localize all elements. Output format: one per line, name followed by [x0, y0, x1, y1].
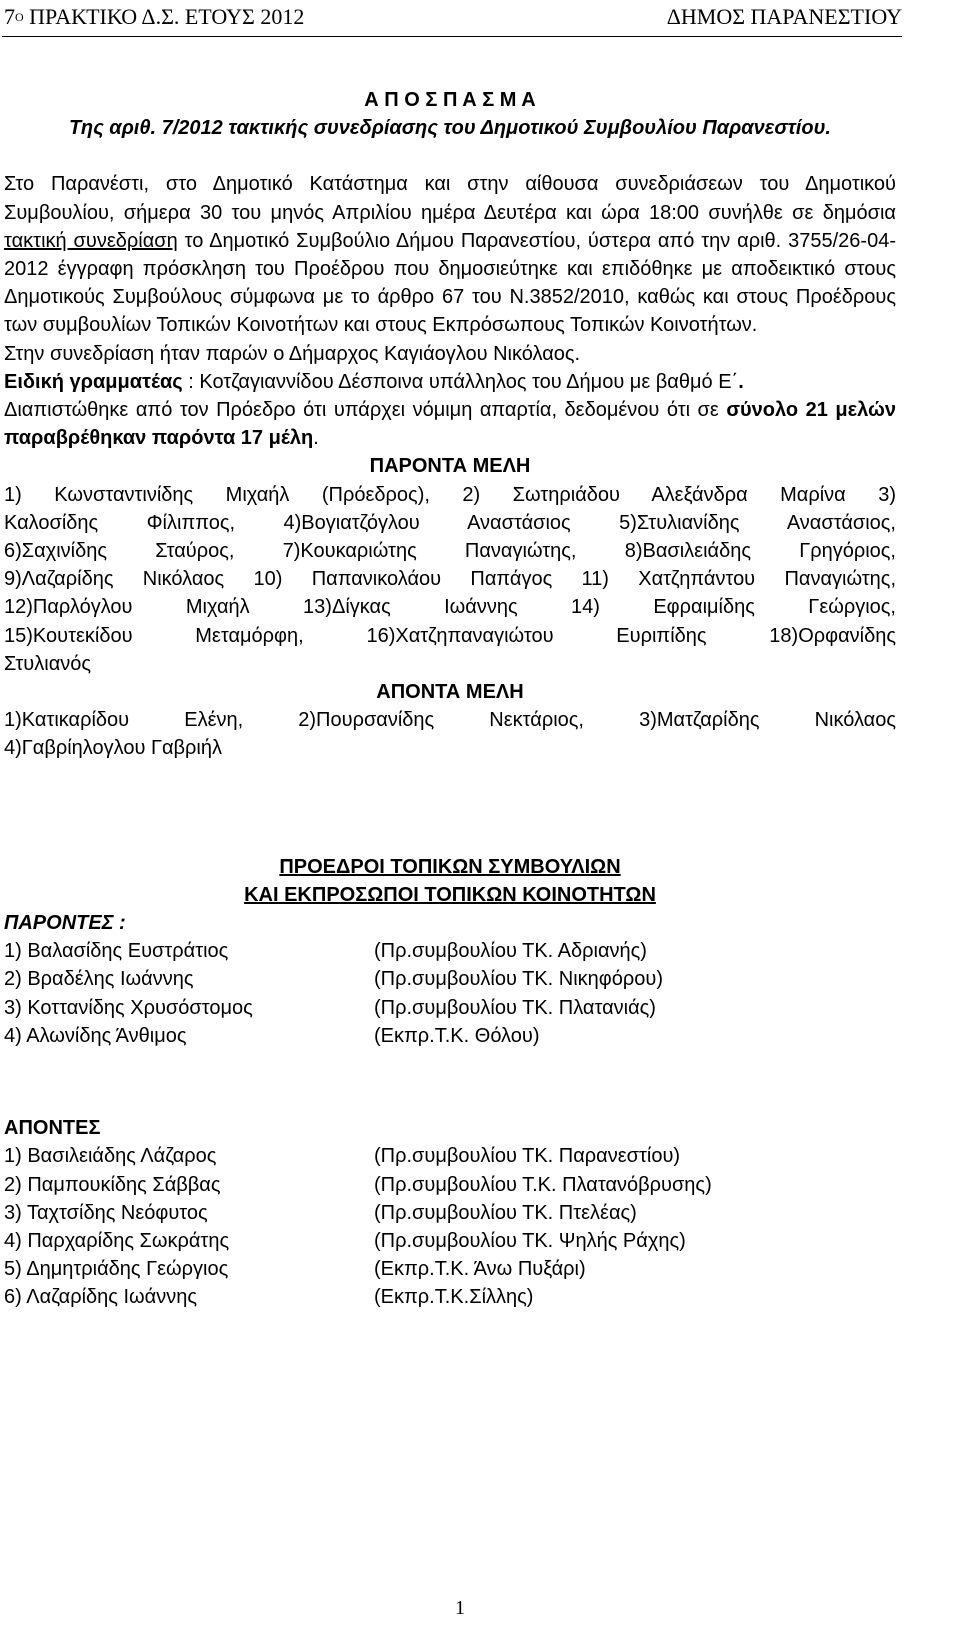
table-row [4, 1171, 712, 1199]
present-members-line: 9)Λαζαρίδης Νικόλαος 10) Παπανικολάου Παπάγος 11) Χατζηπάντου Παναγιώτης, [4, 568, 896, 591]
document-title: Α Π Ο Σ Π Α Σ Μ Α [364, 89, 536, 111]
member-role: (Πρ.συμβουλίου ΤΚ. Αδριανής) [374, 940, 647, 963]
member-role: (Εκπρ.Τ.Κ. Θόλου) [374, 1024, 540, 1047]
member-name: 3) Κοττανίδης Χρυσόστομος [4, 996, 253, 1019]
member-name: 1) Βαλασίδης Ευστράτιος [4, 940, 229, 963]
header-divider [2, 36, 902, 37]
member-role: (Πρ.συμβουλίου ΤΚ. Πτελέας) [374, 1201, 637, 1224]
table-row [4, 1283, 712, 1311]
local-councils-heading: ΠΡΟΕΔΡΟΙ ΤΟΠΙΚΩΝ ΣΥΜΒΟΥΛΙΩΝ [279, 855, 621, 878]
table-row [4, 994, 663, 1022]
member-name: 4) Αλωνίδης Άνθιμος [4, 1024, 187, 1047]
table-row [4, 965, 663, 993]
local-representatives-heading: ΚΑΙ ΕΚΠΡΟΣΩΠΟΙ ΤΟΠΙΚΩΝ ΚΟΙΝΟΤΗΤΩΝ [244, 883, 656, 906]
regular-session-link: τακτική συνεδρίαση [4, 229, 178, 252]
absent-members-line: 1)Κατικαρίδου Ελένη, 2)Πουρσανίδης Νεκτάριος, 3)Ματζαρίδης Νικόλαος [4, 709, 896, 732]
mayor-line: Στην συνεδρίαση ήταν παρών ο Δήμαρχος Καγιάογλου Νικόλαος. [4, 342, 581, 365]
member-name: 6) Λαζαρίδης Ιωάννης [4, 1286, 197, 1309]
header-ordinal-superscript: Ο [15, 10, 24, 24]
document-body [4, 86, 896, 1312]
table-row [4, 1199, 712, 1227]
intro-paragraph: Στο Παρανέστι, στο Δημοτικό Κατάστημα και στην αίθουσα συνεδριάσεων του Δημοτικού Συμβουλίου, σήμερα 30 του μηνός Απριλίου ημέρα Δευτέρα και ώρα 18:00 συνήλθε σε δημόσια τακτική συνεδρίαση το Δημοτικό Συμβούλιο Δήμου Παρανεστίου, ύστερα από την αριθ. 3755/26-04-2012 έγγραφη πρόσκληση του Προέδρου που δημοσιεύτηκε και επιδόθηκε με αποδεικτικό στους Δημοτικούς Συμβούλους σύμφωνα με το άρθρο 67 του Ν.3852/2010, καθώς και στους Προέδρους των συμβουλίων Τοπικών Κοινοτήτων και στους Εκπρόσωπους Τοπικών Κοινοτήτων. [4, 173, 896, 337]
table-row [4, 1227, 712, 1255]
header-minutes-title: ΠΡΑΚΤΙΚΟ Δ.Σ. ΕΤΟΥΣ 2012 [23, 4, 305, 29]
present-members-heading: ΠΑΡΟΝΤΑ ΜΕΛΗ [369, 455, 531, 478]
present-members-line: 6)Σαχινίδης Σταύρος, 7)Κουκαριώτης Παναγιώτης, 8)Βασιλειάδης Γρηγόριος, [4, 540, 896, 563]
quorum-paragraph: Διαπιστώθηκε από τον Πρόεδρο ότι υπάρχει νόμιμη απαρτία, δεδομένου ότι σε σύνολο 21 μελών παραβρέθηκαν παρόντα 17 μέλη. [4, 399, 896, 450]
local-absent-label: ΑΠΟΝΤΕΣ [4, 1117, 101, 1140]
member-role: (Πρ.συμβουλίου ΤΚ. Ψηλής Ράχης) [374, 1229, 686, 1252]
present-members-line: 12)Παρλόγλου Μιχαήλ 13)Δίγκας Ιωάννης 14) Εφραιμίδης Γεώργιος, [4, 596, 896, 619]
present-members-line: Καλοσίδης Φίλιππος, 4)Βογιατζόγλου Αναστάσιος 5)Στυλιανίδης Αναστάσιος, [4, 511, 896, 534]
header-minutes-number: 7 [4, 4, 15, 29]
member-role: (Εκπρ.Τ.Κ.Σίλλης) [374, 1286, 534, 1309]
member-name: 5) Δημητριάδης Γεώργιος [4, 1258, 229, 1281]
local-present-table [4, 937, 663, 1050]
member-role: (Εκπρ.Τ.Κ. Άνω Πυξάρι) [374, 1258, 586, 1281]
header-right: ΔΗΜΟΣ ΠΑΡΑΝΕΣΤΙΟΥ [666, 4, 902, 29]
table-row [4, 1142, 712, 1170]
member-name: 3) Ταχτσίδης Νεόφυτος [4, 1201, 208, 1224]
member-role: (Πρ.συμβουλίου ΤΚ. Πλατανιάς) [374, 996, 656, 1019]
member-role: (Πρ.συμβουλίου ΤΚ. Νικηφόρου) [374, 968, 663, 991]
member-role: (Πρ.συμβουλίου ΤΚ. Παρανεστίου) [374, 1145, 681, 1168]
absent-members-line: 4)Γαβρίηλογλου Γαβριήλ [4, 737, 222, 760]
present-members-line: 15)Κουτεκίδου Μεταμόρφη, 16)Χατζηπαναγιώτου Ευριπίδης 18)Ορφανίδης [4, 624, 896, 647]
member-name: 2) Βραδέλης Ιωάννης [4, 968, 194, 991]
table-row [4, 937, 663, 965]
member-role: (Πρ.συμβουλίου Τ.Κ. Πλατανόβρυσης) [374, 1173, 712, 1196]
secretary-line: Ειδική γραμματέας : Κοτζαγιαννίδου Δέσποινα υπάλληλος του Δήμου με βαθμό Ε΄. [4, 370, 744, 393]
local-present-label: ΠΑΡΟΝΤΕΣ : [4, 912, 126, 935]
table-row [4, 1255, 712, 1283]
member-name: 2) Παμπουκίδης Σάββας [4, 1173, 221, 1196]
local-absent-table [4, 1142, 712, 1311]
document-subtitle: Της αριθ. 7/2012 τακτικής συνεδρίασης του Δημοτικού Συμβουλίου Παρανεστίου. [69, 117, 831, 140]
member-name: 1) Βασιλειάδης Λάζαρος [4, 1145, 217, 1168]
absent-members-heading: ΑΠΟΝΤΑ ΜΕΛΗ [376, 681, 524, 704]
present-members-line: Στυλιανός [4, 652, 92, 675]
present-members-line: 1) Κωνσταντινίδης Μιχαήλ (Πρόεδρος), 2) Σωτηριάδου Αλεξάνδρα Μαρίνα 3) [4, 483, 896, 506]
table-row [4, 1022, 663, 1050]
page-number: 1 [455, 1597, 465, 1619]
header-left [4, 2, 304, 32]
member-name: 4) Παρχαρίδης Σωκράτης [4, 1229, 230, 1252]
